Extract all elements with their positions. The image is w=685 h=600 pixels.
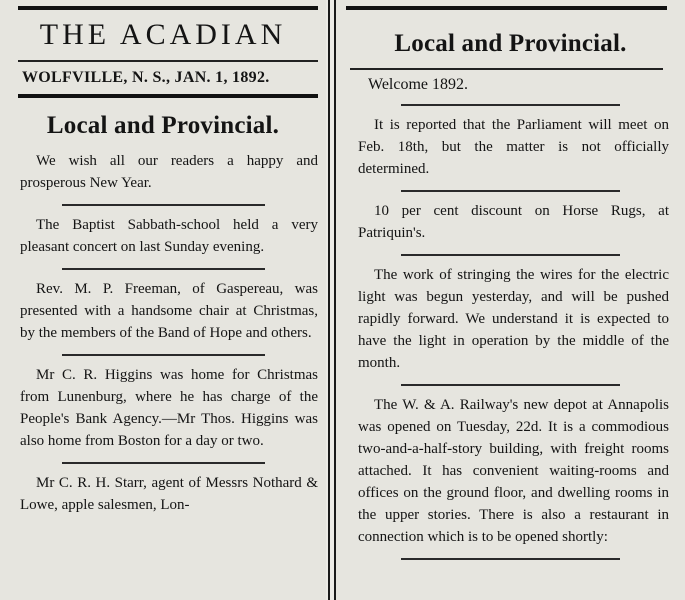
top-heavy-rule: [18, 6, 318, 10]
separator: [354, 190, 667, 192]
article-parliament: It is reported that the Parliament will meet on Feb. 18th, but the matter is not officially determined.: [358, 117, 669, 177]
top-heavy-rule-right: [346, 6, 667, 10]
separator: [354, 558, 667, 560]
article-sabbath-school: The Baptist Sabbath-school held a very pleasant concert on last Sunday evening.: [20, 217, 318, 255]
masthead-rule: [18, 60, 318, 62]
separator: [18, 462, 308, 464]
separator: [18, 204, 308, 206]
article-electric-light: The work of stringing the wires for the electric light was begun yesterday, and will be pushed rapidly forward. We understand it is expected to have the light in operation by the middle of the month.: [358, 267, 669, 371]
article-horse-rugs: 10 per cent discount on Horse Rugs, at Patriquin's.: [358, 203, 669, 241]
left-column: [0, 0, 326, 600]
separator: [18, 268, 308, 270]
article-freeman: Rev. M. P. Freeman, of Gaspereau, was presented with a handsome chair at Christmas, by the members of the Band of Hope and others.: [20, 281, 318, 341]
article-higgins: Mr C. R. Higgins was home for Christmas from Lunenburg, where he has charge of the People's Bank Agency.—Mr Thos. Higgins was also home from Boston for a day or two.: [20, 367, 318, 449]
separator: [18, 354, 308, 356]
section-rule: [350, 68, 663, 70]
article-railway-depot: The W. & A. Railway's new depot at Annapolis was opened on Tuesday, 22d. It is a commodious two-and-a-half-story building, with freight rooms attached. It has convenient waiting-rooms and offices on the ground floor, and dwelling rooms in the upper stories. There is also a restaurant in connection which is to be opened shortly:: [358, 397, 669, 545]
welcome-line: Welcome 1892.: [368, 76, 469, 93]
separator: [354, 254, 667, 256]
dateline-rule: [18, 94, 318, 98]
separator: [354, 104, 667, 106]
dateline: WOLFVILLE, N. S., JAN. 1, 1892.: [22, 69, 270, 86]
article-starr: Mr C. R. H. Starr, agent of Messrs Nothard & Lowe, apple salesmen, Lon-: [20, 475, 318, 513]
section-title-left: Local and Provincial.: [46, 112, 280, 139]
masthead: THE ACADIAN: [39, 18, 287, 51]
separator: [354, 384, 667, 386]
section-title-right: Local and Provincial.: [394, 30, 627, 57]
right-column: [336, 0, 685, 600]
column-rule-left: [328, 0, 330, 600]
article-new-year: We wish all our readers a happy and prosperous New Year.: [20, 153, 318, 191]
